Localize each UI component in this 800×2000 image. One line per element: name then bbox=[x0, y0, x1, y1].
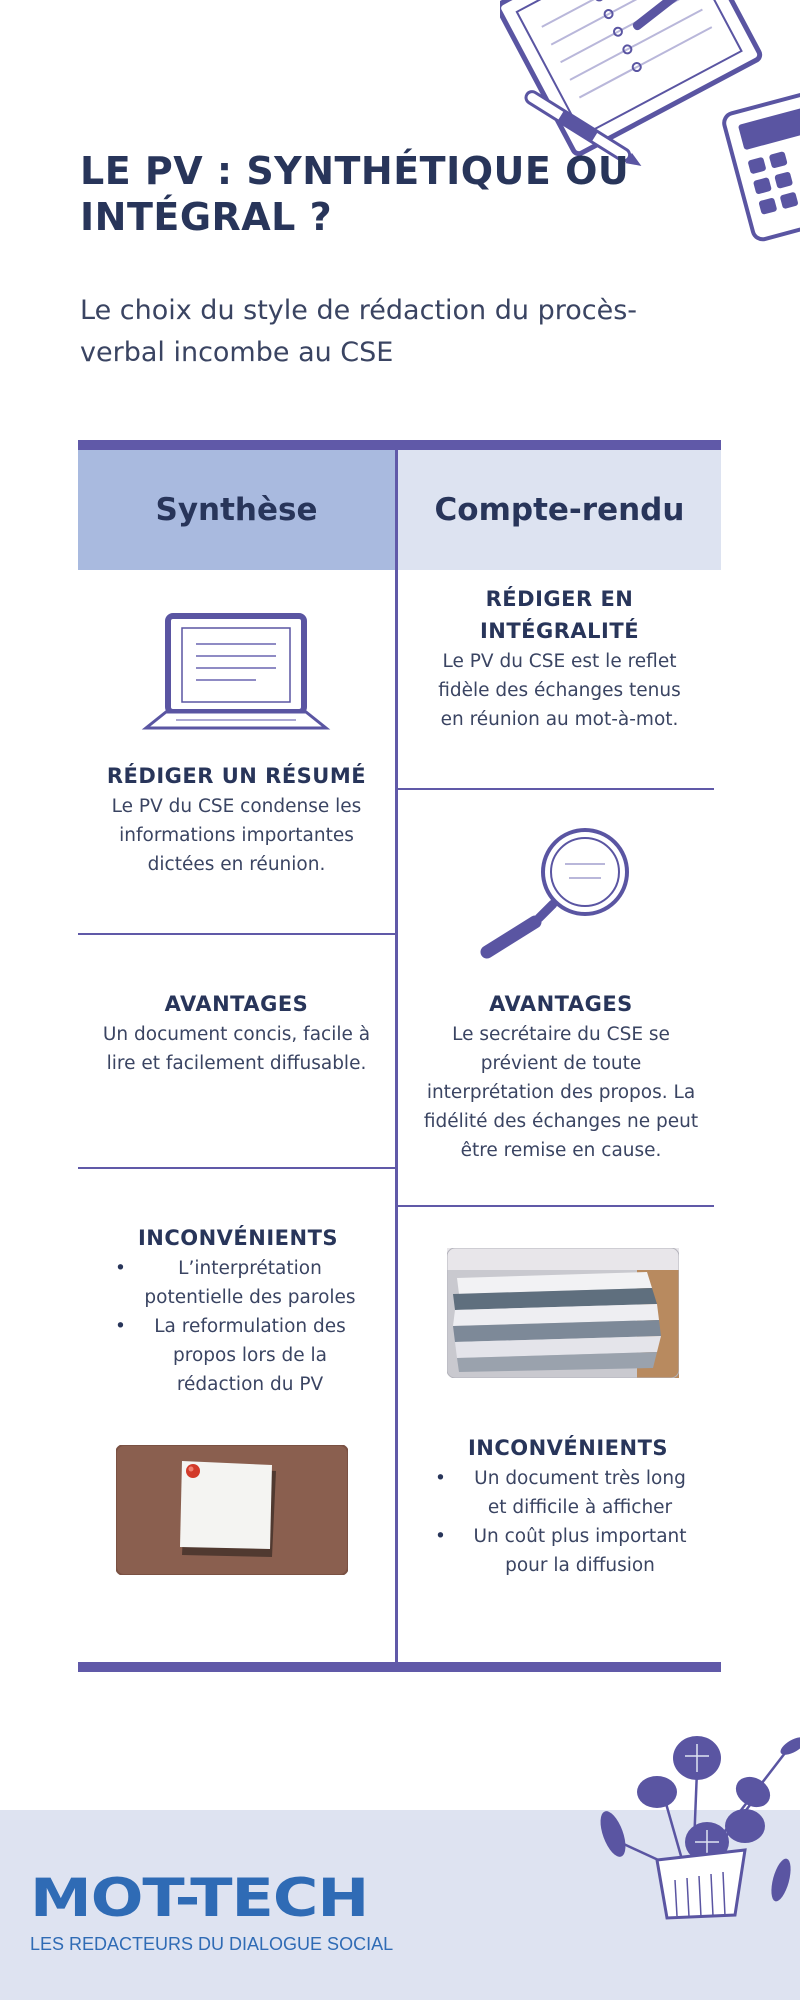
synthese-avantages-block bbox=[88, 988, 385, 1078]
brand-tagline: LES REDACTEURS DU DIALOGUE SOCIAL bbox=[30, 1934, 394, 1954]
compte-rendu-avantages-title: AVANTAGES bbox=[489, 992, 633, 1016]
column-header-compte-rendu-label: Compte-rendu bbox=[434, 492, 685, 528]
list-item: • La reformulation des propos lors de la rédaction du PV bbox=[113, 1312, 363, 1399]
divider-right-2 bbox=[398, 1205, 714, 1207]
list-item: • Un coût plus important pour la diffusion bbox=[433, 1522, 703, 1580]
compte-rendu-inconvenients-title: INCONVÉNIENTS bbox=[467, 1436, 669, 1460]
column-header-synthese-label: Synthèse bbox=[155, 492, 318, 528]
column-divider bbox=[395, 450, 398, 1662]
table-top-bar bbox=[78, 440, 721, 450]
list-item: • L’interprétation potentielle des paroles bbox=[113, 1254, 363, 1312]
compte-rendu-inconvenients-block bbox=[433, 1432, 703, 1580]
integralite-title: RÉDIGER EN INTÉGRALITÉ bbox=[479, 587, 640, 643]
resume-text: Le PV du CSE condense les informations importantes dictées en réunion. bbox=[111, 796, 362, 875]
laptop-icon bbox=[136, 610, 336, 740]
column-header-synthese bbox=[78, 450, 395, 570]
synthese-inconvenients-title: INCONVÉNIENTS bbox=[137, 1226, 339, 1250]
compte-rendu-avantages-block bbox=[416, 988, 706, 1165]
integralite-text: Le PV du CSE est le reflet fidèle des échanges tenus en réunion au mot-à-mot. bbox=[438, 651, 681, 730]
resume-block bbox=[88, 760, 385, 879]
compte-rendu-avantages-text: Le secrétaire du CSE se prévient de toute interprétation des propos. La fidélité des échanges ne peut être remise en cause. bbox=[423, 1024, 699, 1161]
list-item: • Un document très long et difficile à afficher bbox=[433, 1464, 703, 1522]
sticky-note-image bbox=[116, 1445, 348, 1575]
table-bottom-bar bbox=[78, 1662, 721, 1672]
synthese-avantages-title: AVANTAGES bbox=[164, 992, 309, 1016]
page-subtitle: Le choix du style de rédaction du procès-verbal incombe au CSE bbox=[80, 295, 638, 368]
synthese-inconvenients-list bbox=[113, 1254, 363, 1399]
magnifying-glass-icon bbox=[473, 822, 643, 962]
paper-stack-image bbox=[447, 1248, 679, 1378]
resume-title: RÉDIGER UN RÉSUMÉ bbox=[106, 764, 367, 788]
divider-left-1 bbox=[78, 933, 395, 935]
column-header-compte-rendu bbox=[398, 450, 721, 570]
synthese-avantages-text: Un document concis, facile à lire et facilement diffusable. bbox=[102, 1024, 371, 1074]
brand-logo: MOT-TECH bbox=[30, 1866, 369, 1929]
divider-right-1 bbox=[398, 788, 714, 790]
synthese-inconvenients-block bbox=[113, 1222, 363, 1399]
compte-rendu-inconvenients-list bbox=[433, 1464, 703, 1580]
page-title: LE PV : SYNTHÉTIQUE OU INTÉGRAL ? bbox=[80, 149, 630, 239]
integralite-block bbox=[408, 583, 711, 734]
comparison-table bbox=[78, 440, 721, 1672]
divider-left-2 bbox=[78, 1167, 395, 1169]
potted-plant-icon bbox=[585, 1730, 800, 1920]
